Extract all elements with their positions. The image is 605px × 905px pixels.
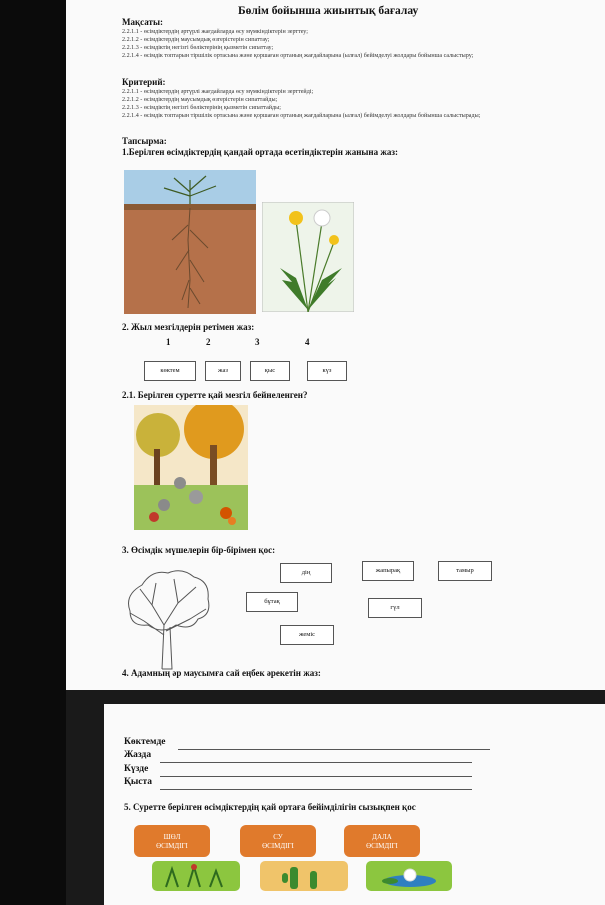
question-2: 2. Жыл мезгілдерін ретімен жаз: — [122, 322, 255, 332]
order-number: 2 — [206, 337, 211, 347]
goal-item: 2.2.1.3 - өсімдіктің негізгі бөліктерінің қызметін сипаттау; — [122, 45, 274, 51]
puzzle-label: ӨСІМДІГІ — [262, 842, 294, 850]
plant-part-card[interactable]: тамыр — [438, 561, 492, 581]
goals-heading: Мақсаты: — [122, 17, 163, 27]
left-dark-margin — [0, 0, 66, 905]
criteria-item: 2.2.1.3 - өсімдіктің негізгі бөліктерінің қызметін сипаттайды; — [122, 105, 281, 111]
puzzle-label: ШӨЛ — [163, 833, 181, 841]
puzzle-desert-plant[interactable] — [134, 825, 210, 857]
order-number: 4 — [305, 337, 310, 347]
order-number: 1 — [166, 337, 171, 347]
order-number: 3 — [255, 337, 260, 347]
criteria-list — [122, 88, 574, 120]
criteria-item: 2.2.1.1 - өсімдіктердің әртүрлі жағдайларда өсу мүмкіндіктерін зерттейді; — [122, 89, 314, 95]
season-card[interactable]: жаз — [205, 361, 241, 381]
puzzle-label: ӨСІМДІГІ — [366, 842, 398, 850]
answer-line-spring[interactable] — [178, 748, 490, 750]
goal-item: 2.2.1.4 - өсімдік топтарын тіршілік ортасына және қоршаған ортаның жағдайларына (ылғал) бейімделуі жолдары бойынша салыстыру; — [122, 53, 474, 59]
season-card[interactable]: қыс — [250, 361, 290, 381]
season-label-winter: Қыста — [124, 777, 153, 787]
answer-line-winter[interactable] — [160, 788, 472, 790]
goal-item: 2.2.1.1 - өсімдіктердің әртүрлі жағдайларда өсу мүмкіндіктерін зерттеу; — [122, 29, 308, 35]
puzzle-label: СУ — [273, 833, 283, 841]
worksheet-page-2 — [104, 704, 605, 905]
puzzle-steppe-plant[interactable] — [344, 825, 420, 857]
question-3: 3. Өсімдік мүшелерін бір-бірімен қос: — [122, 545, 276, 555]
task-heading: Тапсырма: — [122, 136, 167, 146]
question-4: 4. Адамның әр маусымға сай еңбек әрекетін жаз: — [122, 668, 321, 678]
plant-part-card[interactable]: гүл — [368, 598, 422, 618]
goals-list — [122, 28, 574, 60]
plant-part-card[interactable]: жапырақ — [362, 561, 414, 581]
question-5: 5. Суретте берілген өсімдіктердің қай ортаға бейімділігін сызықпен қос — [124, 802, 416, 812]
page-title: Бөлім бойынша жиынтық бағалау — [238, 5, 419, 17]
answer-line-summer[interactable] — [160, 761, 472, 763]
goal-item: 2.2.1.2 - өсімдіктердің маусымдық өзгерістерін сипаттау; — [122, 37, 270, 43]
puzzle-water-plant[interactable] — [240, 825, 316, 857]
question-1: 1.Берілген өсімдіктердің қандай ортада өсетіндіктерін жанына жаз: — [122, 147, 398, 157]
plant-part-card[interactable]: бұтақ — [246, 592, 298, 612]
puzzle-label: ДАЛА — [372, 833, 392, 841]
criteria-item: 2.2.1.2 - өсімдіктердің маусымдық өзгерістерін сипаттайды; — [122, 97, 278, 103]
plant-part-card[interactable]: жеміс — [280, 625, 334, 645]
season-label-autumn: Күзде — [124, 764, 149, 774]
plant-part-card[interactable]: дің — [280, 563, 332, 583]
question-2-1: 2.1. Берілген суретте қай мезгіл бейнеленген? — [122, 390, 308, 400]
season-label-spring: Көктемде — [124, 737, 166, 747]
tree-outline-image — [122, 565, 214, 671]
season-card[interactable]: күз — [307, 361, 347, 381]
plant-in-soil-image — [124, 170, 256, 314]
puzzle-label: ӨСІМДІГІ — [156, 842, 188, 850]
autumn-forest-image — [134, 405, 248, 530]
dandelion-image — [262, 202, 354, 312]
answer-line-autumn[interactable] — [160, 775, 472, 777]
steppe-plant-puzzle-image[interactable] — [152, 861, 240, 891]
desert-plant-puzzle-image[interactable] — [260, 861, 348, 891]
water-plant-puzzle-image[interactable] — [366, 861, 452, 891]
season-label-summer: Жазда — [124, 750, 152, 760]
criteria-heading: Критерий: — [122, 77, 166, 87]
season-card[interactable]: көктем — [144, 361, 196, 381]
criteria-item: 2.2.1.4 - өсімдік топтарын тіршілік ортасына және қоршаған ортаның жағдайларына (ылғал) бейімделуі жолдары бойынша салыстырады; — [122, 113, 481, 119]
worksheet-page-1 — [66, 0, 605, 690]
